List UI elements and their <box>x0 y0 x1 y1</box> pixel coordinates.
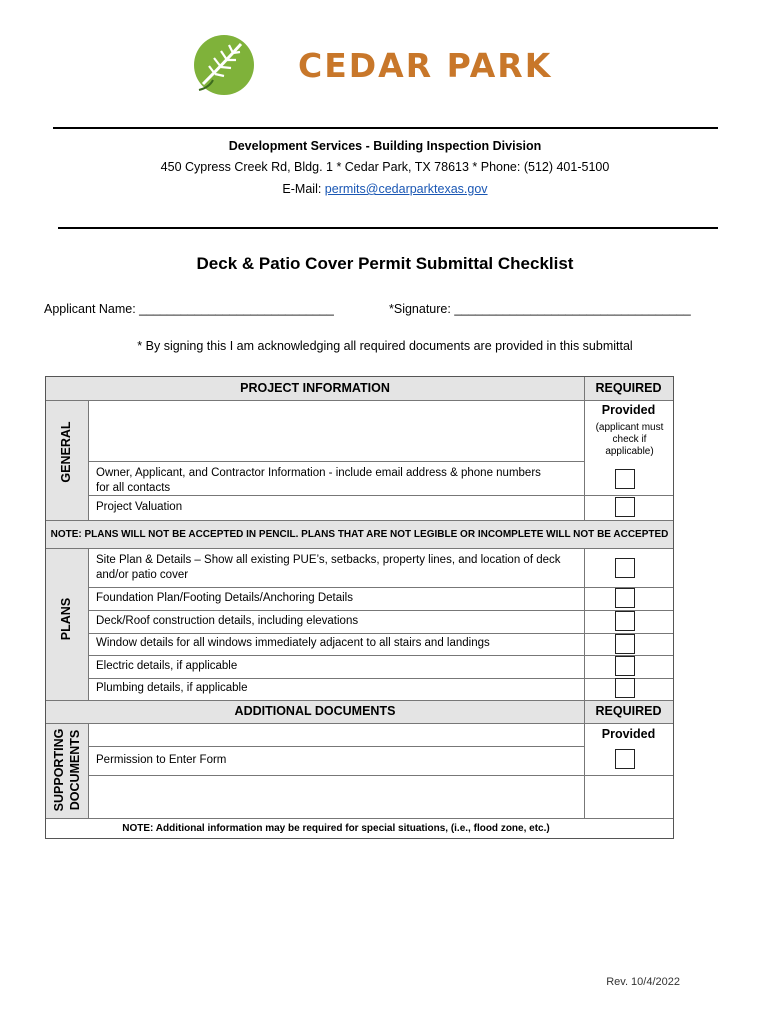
signature-field[interactable]: *Signature: __________________________________ <box>389 302 691 316</box>
page-title: Deck & Patio Cover Permit Submittal Checklist <box>196 254 574 273</box>
additional-note: NOTE: Additional information may be required for special situations, (i.e., flood zone, etc.) <box>122 823 550 834</box>
supporting-section-label: SUPPORTING <box>52 728 66 812</box>
checkbox-site-plan[interactable] <box>615 558 635 578</box>
checkbox-valuation[interactable] <box>615 497 635 517</box>
required-header: REQUIRED <box>595 381 662 395</box>
email-line <box>0 182 770 196</box>
plans-item-windows: Window details for all windows immediately adjacent to all stairs and landings <box>96 637 490 649</box>
checklist-table <box>45 376 674 839</box>
email-link[interactable]: permits@cedarparktexas.gov <box>324 182 488 196</box>
supporting-section-label-2: DOCUMENTS <box>68 729 82 811</box>
general-item-valuation: Project Valuation <box>96 501 183 513</box>
checkbox-plumbing[interactable] <box>615 678 635 698</box>
plans-item-electric: Electric details, if applicable <box>96 660 238 672</box>
checkbox-permission[interactable] <box>615 749 635 769</box>
plans-item-site-plan: Site Plan & Details – Show all existing PUE’s, setbacks, property lines, and location of deck and/or patio cover <box>96 554 561 581</box>
plans-item-construction: Deck/Roof construction details, including elevations <box>96 615 359 627</box>
provided-label: Provided <box>601 403 656 417</box>
cedar-park-logo-icon <box>193 34 255 96</box>
plans-note: NOTE: PLANS WILL NOT BE ACCEPTED IN PENCIL. PLANS THAT ARE NOT LEGIBLE OR INCOMPLETE WILL NOT BE ACCEPTED <box>50 529 669 540</box>
supporting-item-permission: Permission to Enter Form <box>96 754 227 766</box>
email-prefix: E-Mail: <box>282 182 325 196</box>
header-top-rule <box>53 127 718 129</box>
plans-section-label: PLANS <box>59 597 73 641</box>
revision-date: Rev. 10/4/2022 <box>606 976 680 988</box>
applicant-check-note: (applicant must check if applicable) <box>595 422 664 457</box>
header-bottom-rule <box>58 227 718 229</box>
checkbox-windows[interactable] <box>615 634 635 654</box>
checkbox-construction[interactable] <box>615 611 635 631</box>
required-header-additional: REQUIRED <box>595 704 662 718</box>
plans-item-foundation: Foundation Plan/Footing Details/Anchoring Details <box>96 592 353 604</box>
project-information-header: PROJECT INFORMATION <box>240 381 390 395</box>
general-section-label: GENERAL <box>59 421 73 483</box>
provided-label-additional: Provided <box>601 727 656 741</box>
checkbox-contacts[interactable] <box>615 469 635 489</box>
division-title: Development Services - Building Inspection Division <box>228 139 542 153</box>
general-item-contacts: Owner, Applicant, and Contractor Information - include email address & phone numbers for all contacts <box>96 467 541 494</box>
brand-name: CEDAR PARK <box>298 46 553 85</box>
additional-documents-header: ADDITIONAL DOCUMENTS <box>234 704 396 718</box>
plans-item-plumbing: Plumbing details, if applicable <box>96 682 248 694</box>
checkbox-foundation[interactable] <box>615 588 635 608</box>
acknowledgement-text: * By signing this I am acknowledging all required documents are provided in this submittal <box>137 339 633 353</box>
address-line: 450 Cypress Creek Rd, Bldg. 1 * Cedar Park, TX 78613 * Phone: (512) 401-5100 <box>160 160 610 174</box>
checkbox-electric[interactable] <box>615 656 635 676</box>
applicant-name-field[interactable]: Applicant Name: ____________________________ <box>44 302 334 316</box>
